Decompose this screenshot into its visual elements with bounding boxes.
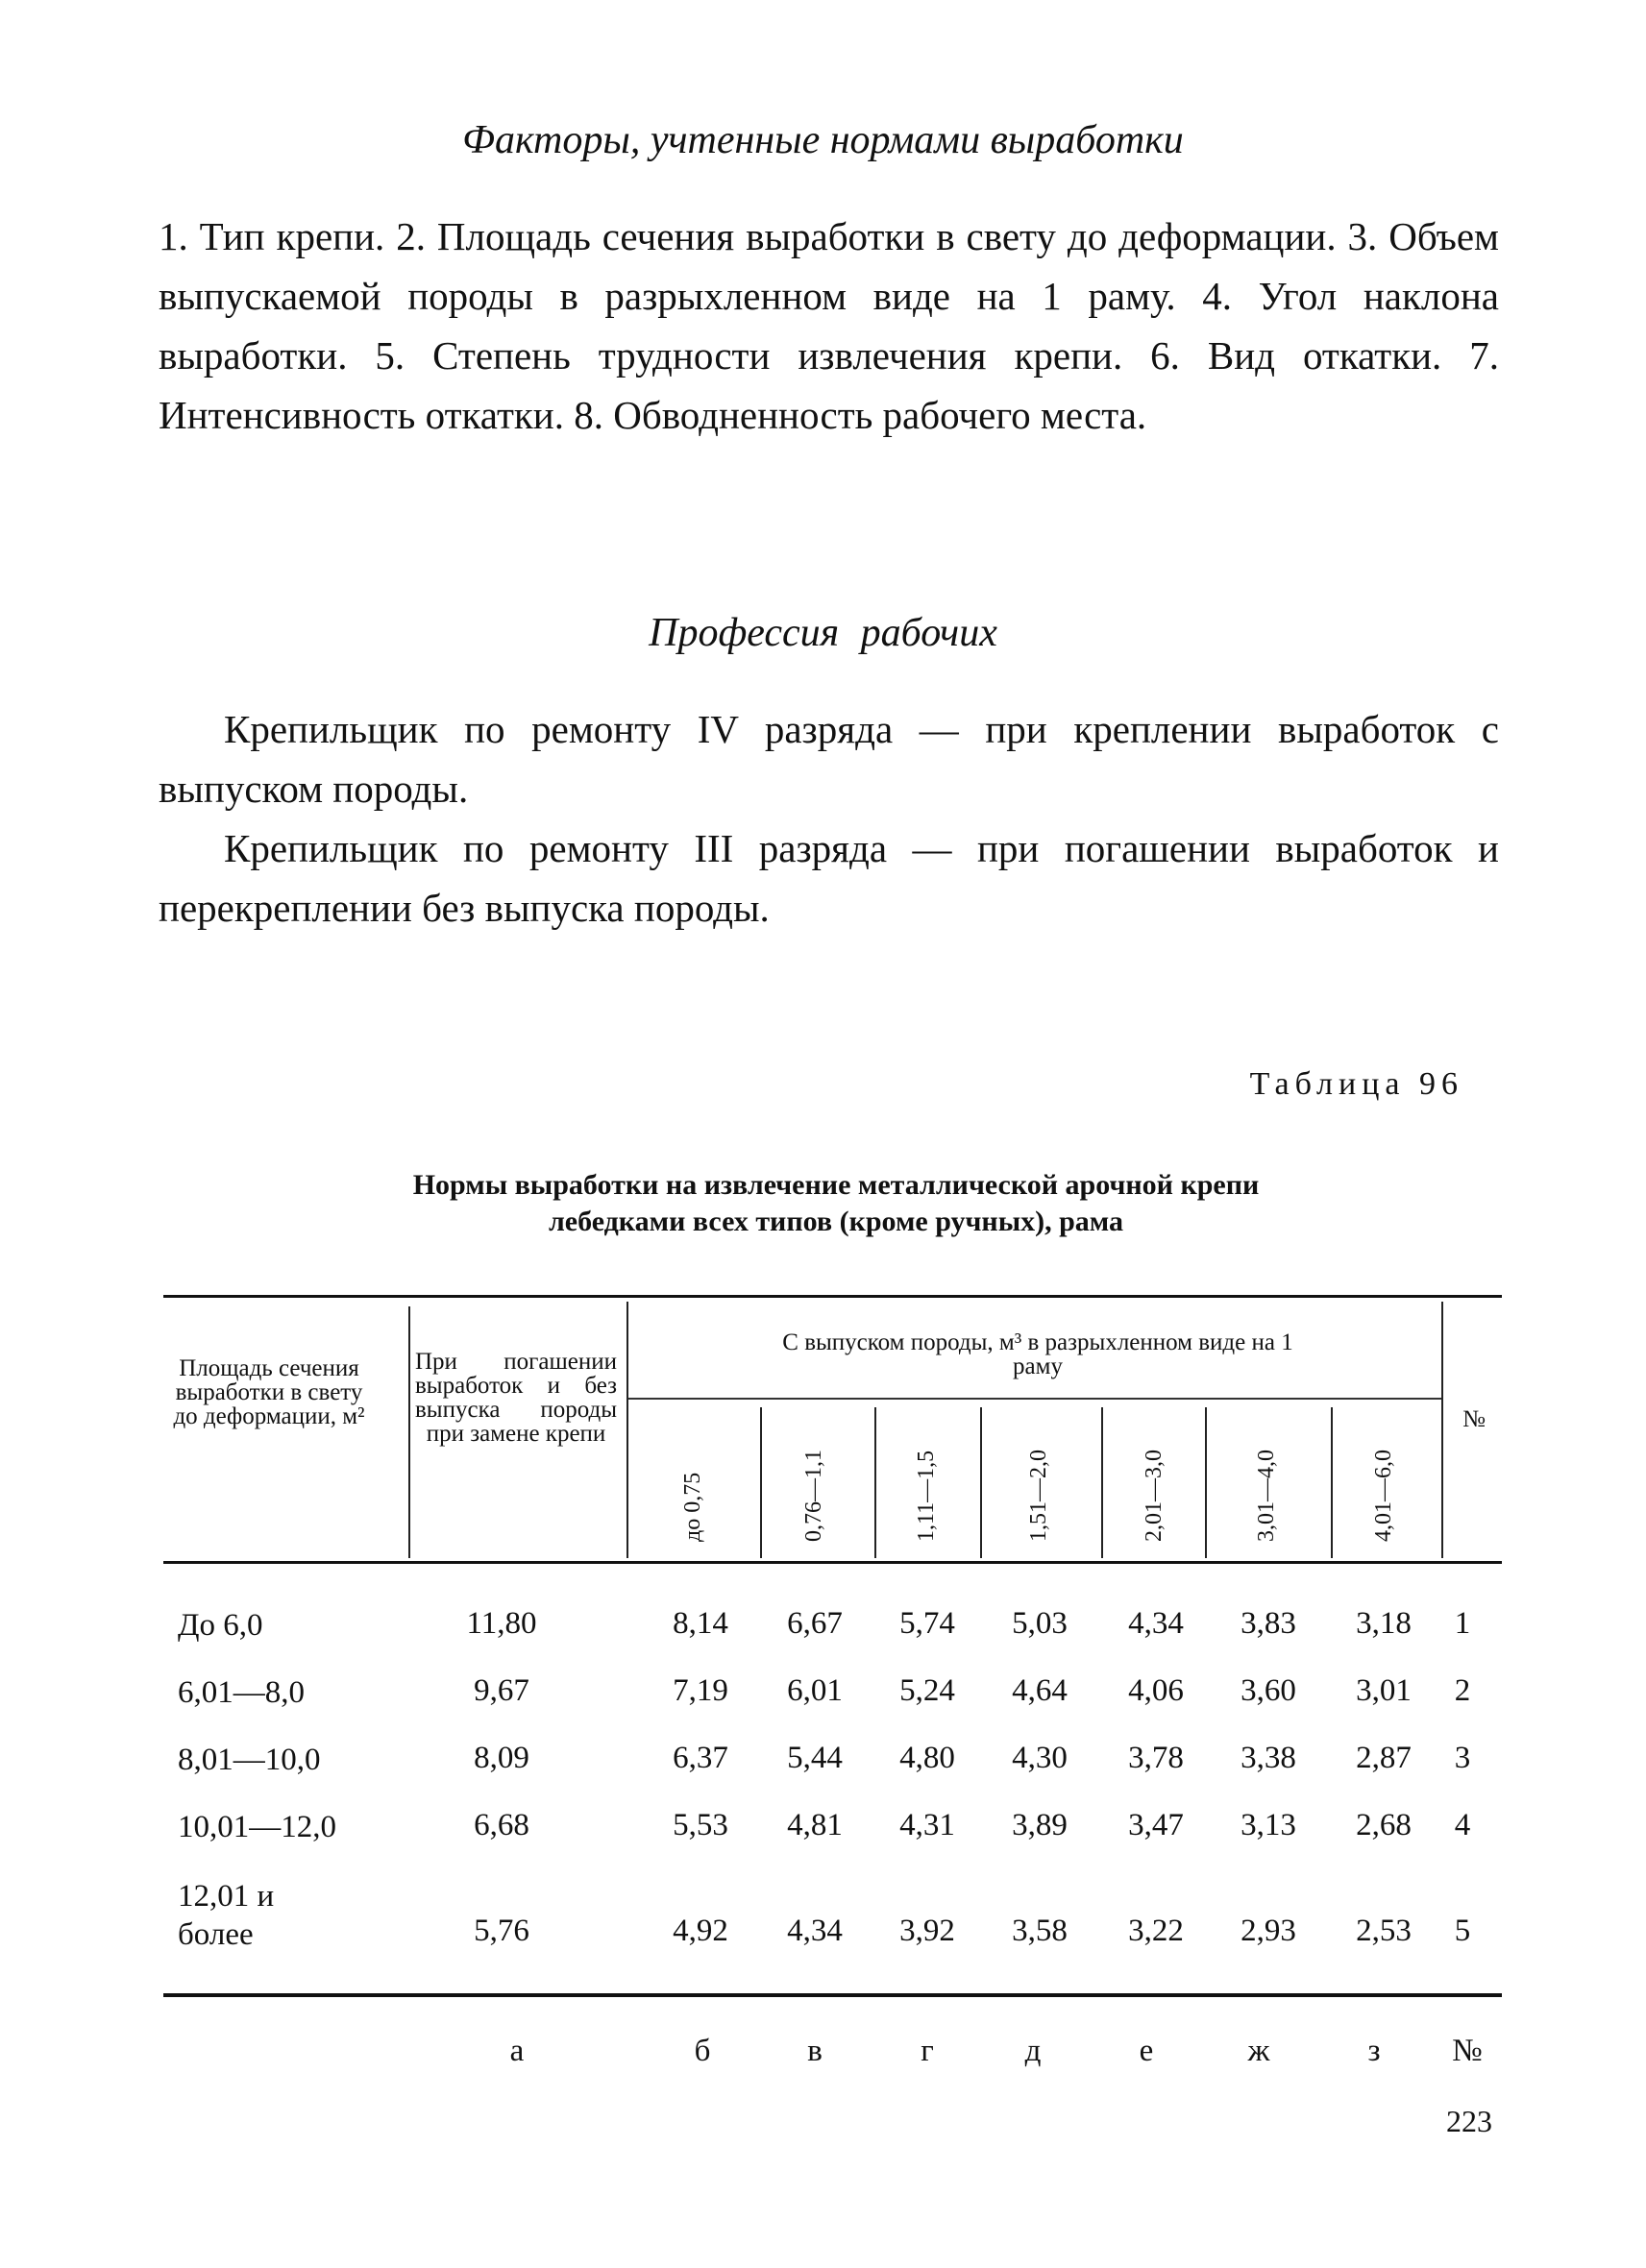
table-bottom-rule — [163, 1993, 1502, 1997]
table-cell: 3,60 — [1241, 1673, 1296, 1708]
profession-text — [159, 699, 1499, 938]
table-header-rule — [163, 1561, 1502, 1564]
table-cell: 6,01 — [787, 1673, 843, 1708]
table-cell: 2,93 — [1241, 1914, 1296, 1948]
table-cell: 5,24 — [899, 1673, 955, 1708]
table-cell: 11,80 — [466, 1606, 537, 1641]
row-number: 4 — [1454, 1808, 1471, 1842]
header-no: № — [1462, 1406, 1486, 1432]
table-cell: 4,06 — [1128, 1673, 1184, 1708]
column-letter: з — [1367, 2034, 1381, 2068]
header-with-release: С выпуском породы, м³ в разрыхленном виде на 1 раму — [782, 1329, 1293, 1379]
column-letter: е — [1139, 2034, 1154, 2068]
subheader: до 0,75 — [680, 1472, 705, 1542]
section-heading-factors: Факторы, учтенные нормами выработки — [462, 118, 1184, 162]
subheader: 1,51—2,0 — [1026, 1450, 1051, 1542]
table-cell: 5,03 — [1012, 1606, 1068, 1641]
factors-text — [159, 207, 1499, 445]
table-title-line: Нормы выработки на извлечение металлической арочной крепи — [412, 1169, 1260, 1201]
table-title — [154, 1167, 1518, 1240]
table-cell: 2,87 — [1356, 1741, 1412, 1775]
table-cell: 3,78 — [1128, 1741, 1184, 1775]
table-cell: 7,19 — [673, 1673, 728, 1708]
table-cell: 3,83 — [1241, 1606, 1296, 1641]
table-title-line: лебедками всех типов (кроме ручных), рама — [548, 1206, 1124, 1237]
col-divider — [1101, 1407, 1103, 1558]
table-cell: 3,22 — [1128, 1914, 1184, 1948]
col-divider — [1441, 1302, 1443, 1558]
column-letter: а — [509, 2034, 525, 2068]
table-cell: 2,53 — [1356, 1914, 1412, 1948]
row-area-label: До 6,0 — [178, 1608, 263, 1643]
table-cell: 4,64 — [1012, 1673, 1068, 1708]
table-cell: 6,68 — [474, 1808, 529, 1842]
table-cell: 3,18 — [1356, 1606, 1412, 1641]
column-letter: г — [921, 2034, 934, 2068]
column-letter: № — [1452, 2034, 1483, 2068]
profession-paragraph: Крепильщик по ремонту IV разряда — при креплении выработок с выпуском породы. — [159, 707, 1499, 811]
col-divider — [760, 1407, 762, 1558]
table-cell: 6,37 — [673, 1741, 728, 1775]
profession-paragraph: Крепильщик по ремонту III разряда — при погашении выработок и перекреплении без выпуска породы. — [159, 826, 1499, 930]
col-divider — [1205, 1407, 1207, 1558]
group-sub-rule — [627, 1398, 1442, 1400]
row-area-label: 10,01—12,0 — [178, 1810, 336, 1844]
column-letter: д — [1024, 2034, 1042, 2068]
row-number: 3 — [1454, 1741, 1471, 1775]
col-divider — [874, 1407, 876, 1558]
table-cell: 3,58 — [1012, 1914, 1068, 1948]
table-cell: 4,34 — [787, 1914, 843, 1948]
table-cell: 4,31 — [899, 1808, 955, 1842]
row-number: 1 — [1454, 1606, 1471, 1641]
table-cell: 4,30 — [1012, 1741, 1068, 1775]
col-divider — [626, 1302, 628, 1558]
table-cell: 5,53 — [673, 1808, 728, 1842]
subheader: 0,76—1,1 — [801, 1450, 826, 1542]
section-heading-profession: Профессия рабочих — [649, 611, 997, 655]
subheader: 1,11—1,5 — [914, 1450, 939, 1542]
table-cell: 9,67 — [474, 1673, 529, 1708]
table-cell: 4,80 — [899, 1741, 955, 1775]
table-cell: 4,81 — [787, 1808, 843, 1842]
table-label: Таблица 96 — [1249, 1066, 1463, 1102]
table-cell: 3,13 — [1241, 1808, 1296, 1842]
table-cell: 2,68 — [1356, 1808, 1412, 1842]
table-cell: 5,74 — [899, 1606, 955, 1641]
column-letter: ж — [1247, 2034, 1270, 2068]
header-no-release: При погашении выработок и без выпуска породы при замене крепи — [415, 1349, 617, 1447]
col-divider — [980, 1407, 982, 1558]
column-letter: в — [807, 2034, 823, 2068]
column-letter: б — [694, 2034, 711, 2068]
table-cell: 5,76 — [474, 1914, 529, 1948]
table-cell: 3,89 — [1012, 1808, 1068, 1842]
table-top-rule — [163, 1295, 1502, 1298]
subheader: 4,01—6,0 — [1371, 1450, 1396, 1542]
table-cell: 8,14 — [673, 1606, 728, 1641]
table-cell: 3,92 — [899, 1914, 955, 1948]
row-number: 5 — [1454, 1914, 1471, 1948]
subheader: 3,01—4,0 — [1254, 1450, 1279, 1542]
table-cell: 8,09 — [474, 1741, 529, 1775]
table-cell: 5,44 — [787, 1741, 843, 1775]
row-number: 2 — [1454, 1673, 1471, 1708]
row-area-label: 8,01—10,0 — [178, 1743, 321, 1777]
subheader: 2,01—3,0 — [1142, 1450, 1167, 1542]
table-cell: 3,01 — [1356, 1673, 1412, 1708]
col-divider — [1331, 1407, 1333, 1558]
row-area-label: 6,01—8,0 — [178, 1675, 305, 1710]
table-cell: 4,34 — [1128, 1606, 1184, 1641]
page-number: 223 — [1446, 2104, 1492, 2138]
table-cell: 3,47 — [1128, 1808, 1184, 1842]
row-area-label: 12,01 и более — [178, 1879, 275, 1952]
table-cell: 3,38 — [1241, 1741, 1296, 1775]
factors-paragraph: 1. Тип крепи. 2. Площадь сечения выработки в свету до деформации. 3. Объем выпускаемой породы в разрыхленном виде на 1 раму. 4. Угол наклона выработки. 5. Степень трудности извлечения крепи. 6. Вид откатки. 7. Интенсивность откатки. 8. Обводненность рабочего места. — [159, 214, 1499, 437]
header-area: Площадь сечения выработки в свету до деформации, м² — [173, 1355, 365, 1429]
table-cell: 6,67 — [787, 1606, 843, 1641]
table-cell: 4,92 — [673, 1914, 728, 1948]
col-divider — [408, 1306, 410, 1558]
